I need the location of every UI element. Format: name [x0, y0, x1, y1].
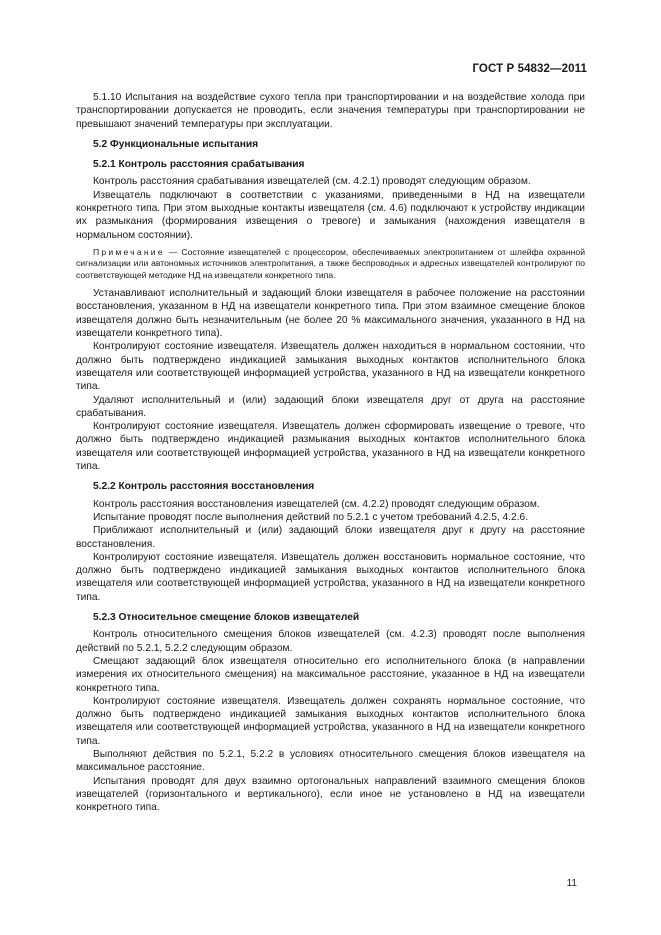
- paragraph: Контроль относительного смещения блоков извещателей (см. 4.2.3) проводят после выполнения действий по 5.2.1, 5.2.2 следующим образом.: [76, 629, 585, 654]
- paragraph: Контроль расстояния срабатывания извещателей (см. 4.2.1) проводят следующим образом.: [93, 176, 531, 188]
- paragraph: Удаляют исполнительный и (или) задающий блоки извещателя друг от друга на расстояние срабатывания.: [76, 394, 585, 419]
- paragraph: Извещатель подключают в соответствии с указаниями, приведенными в НД на извещатели конкретного типа. При этом выходные контакты извещателя (см. 4.6) подключают к устройству индикации их размыкания (формирования извещения о тревоге) и замыкания (нахождения извещателя в нормальном состоянии).: [76, 189, 585, 241]
- paragraph: Контролируют состояние извещателя. Извещатель должен сохранять нормальное состояние, что должно быть подтверждено индикацией замыкания выходных контактов исполнительного блока извещателя или соответствующей информацией устройства, указанного в НД на извещатели конкретного типа.: [76, 695, 585, 747]
- section-heading-5-2-2: 5.2.2 Контроль расстояния восстановления: [93, 481, 315, 493]
- document-body: [76, 91, 585, 814]
- note-label: Примечание: [93, 246, 165, 257]
- section-heading-5-2: 5.2 Функциональные испытания: [93, 138, 259, 150]
- section-heading-5-2-1: 5.2.1 Контроль расстояния срабатывания: [93, 159, 305, 171]
- note-text: — Состояние извещателей с процессором, обеспечиваемых электропитанием от шлейфа охранной сигнализации или автономных источников электропитания, а также беспроводных и адресных извещателей контролируют по соответствующей методике НД на извещатели конкретного типа.: [76, 246, 585, 280]
- paragraph-5-1-10: 5.1.10 Испытания на воздействие сухого тепла при транспортировании и на воздействие холода при транспортировании допускается не проводить, если значения температуры при транспортировании не превышают значений температуры при эксплуатации.: [76, 92, 585, 130]
- paragraph: Контролируют состояние извещателя. Извещатель должен восстановить нормальное состояние, что должно быть подтверждено индикацией замыкания выходных контактов исполнительного блока извещателя или соответствующей информацией устройства, указанного в НД на извещатели конкретного типа.: [76, 551, 585, 603]
- paragraph: Испытания проводят для двух взаимно ортогональных направлений взаимного смещения блоков извещателей (горизонтального и вертикального), если иное не установлено в НД на извещатели конкретного типа.: [76, 775, 585, 814]
- section-heading-5-2-3: 5.2.3 Относительное смещение блоков извещателей: [93, 612, 360, 624]
- note-paragraph: [76, 247, 585, 281]
- paragraph: Устанавливают исполнительный и задающий блоки извещателя в рабочее положение на расстоянии восстановления, указанном в НД на извещатели конкретного типа. При этом взаимное смещение блоков извещателя должно быть незначительным (не более 20 % максимального значения, указанного в НД на извещатели конкретного типа).: [76, 288, 585, 340]
- paragraph: Контролируют состояние извещателя. Извещатель должен сформировать извещение о тревоге, что должно быть подтверждено индикацией размыкания выходных контактов исполнительного блока извещателя или соответствующей информацией устройства, указанного в НД на извещатели конкретного типа.: [76, 421, 585, 473]
- paragraph: Выполняют действия по 5.2.1, 5.2.2 в условиях относительного смещения блоков извещателя на максимальное расстояние.: [76, 748, 585, 774]
- paragraph: Испытание проводят после выполнения действий по 5.2.1 с учетом требований 4.2.5, 4.2.6.: [93, 511, 529, 523]
- paragraph: Смещают задающий блок извещателя относительно его исполнительного блока (в направлении измерения их относительного смещения) на максимальное расстояние, указанное в НД на извещатели конкретного типа.: [76, 655, 585, 694]
- page-number: 11: [566, 878, 577, 889]
- paragraph: Приближают исполнительный и (или) задающий блоки извещателя друг к другу на расстояние восстановления.: [76, 525, 585, 550]
- paragraph: Контроль расстояния восстановления извещателей (см. 4.2.2) проводят следующим образом.: [93, 498, 540, 510]
- paragraph: Контролируют состояние извещателя. Извещатель должен находиться в нормальном состоянии, что должно быть подтверждено индикацией замыкания выходных контактов исполнительного блока извещателя или соответствующей информацией устройства, указанного в НД на извещатели конкретного типа.: [76, 341, 585, 393]
- document-header: ГОСТ Р 54832—2011: [472, 63, 587, 75]
